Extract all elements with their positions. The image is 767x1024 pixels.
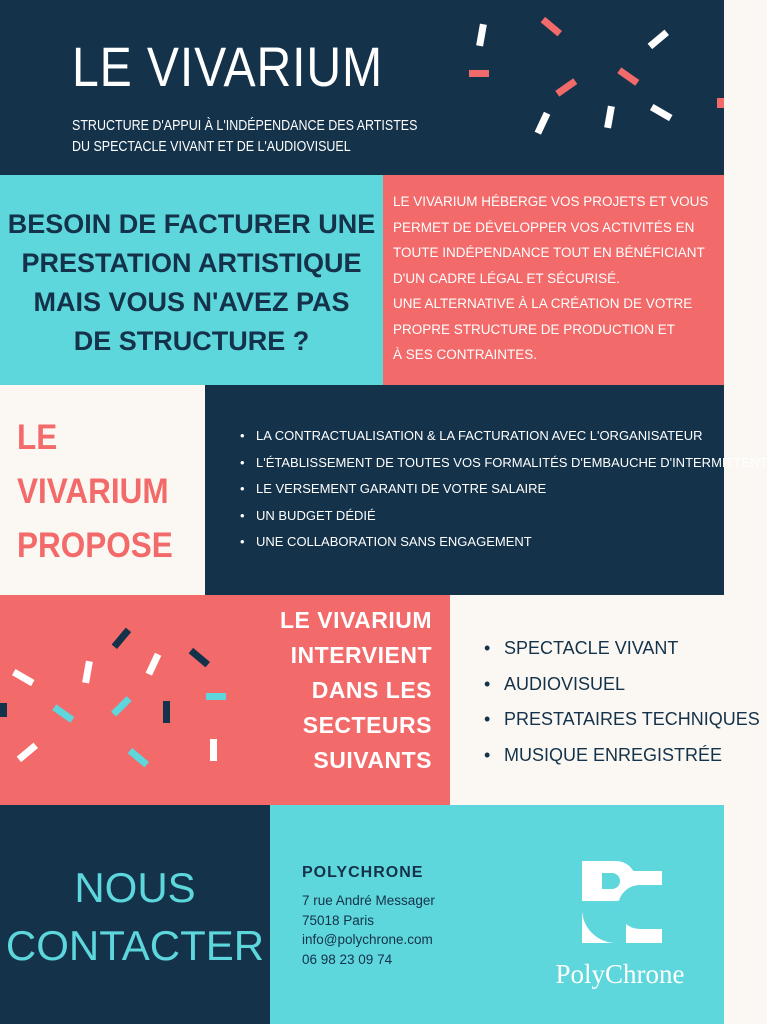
sectors-heading	[242, 603, 432, 778]
question-line: DE STRUCTURE ?	[73, 326, 310, 356]
service-item: • LA CONTRACTUALISATION & LA FACTURATION AVEC L'ORGANISATEUR	[240, 423, 767, 450]
question-line: PRESTATION ARTISTIQUE	[21, 248, 362, 278]
city-address: 75018 Paris	[302, 912, 375, 928]
question-line: MAIS VOUS N'AVEZ PAS	[33, 287, 350, 317]
sectors-heading-block	[0, 595, 450, 805]
intro-line: UNE ALTERNATIVE À LA CRÉATION DE VOTRE	[393, 296, 693, 311]
header-subtitle-line: DU SPECTACLE VIVANT ET DE L'AUDIOVISUEL	[72, 139, 351, 155]
street-address: 7 rue André Messager	[302, 893, 435, 908]
sectors-heading-line: INTERVIENT	[290, 642, 432, 668]
sectors-list	[484, 631, 760, 773]
header-block	[0, 0, 724, 175]
sectors-heading-line: SUIVANTS	[313, 747, 432, 773]
intro-line: À SES CONTRAINTES.	[393, 347, 538, 362]
intro-line: D'UN CADRE LÉGAL ET SÉCURISÉ.	[393, 270, 620, 286]
phone-number[interactable]: 06 98 23 09 74	[302, 951, 393, 967]
question-heading	[0, 205, 383, 361]
address-block	[270, 805, 724, 1024]
polychrone-logo-icon	[582, 861, 662, 943]
propose-line: LE	[17, 418, 58, 457]
intro-paragraph	[393, 189, 711, 368]
propose-line: VIVARIUM	[17, 472, 169, 511]
sectors-heading-line: SECTEURS	[302, 712, 432, 738]
service-item: • UN BUDGET DÉDIÉ	[240, 503, 767, 530]
sectors-heading-line: LE VIVARIUM	[279, 607, 432, 633]
question-line: BESOIN DE FACTURER UNE	[7, 209, 376, 239]
question-block	[0, 175, 383, 385]
service-item: • UNE COLLABORATION SANS ENGAGEMENT	[240, 529, 767, 556]
service-item: • LE VERSEMENT GARANTI DE VOTRE SALAIRE	[240, 476, 767, 503]
sector-item: • AUDIOVISUEL	[484, 667, 760, 703]
logo-wordmark: PolyChrone	[555, 959, 685, 989]
propose-line: PROPOSE	[17, 526, 173, 565]
confetti-decoration	[0, 615, 250, 805]
header-subtitle	[72, 116, 417, 158]
services-block	[205, 385, 767, 595]
contact-heading-line: CONTACTER	[5, 922, 265, 969]
sector-item: • MUSIQUE ENREGISTRÉE	[484, 738, 760, 774]
intro-block	[383, 175, 724, 385]
services-list	[240, 423, 767, 556]
intro-line: TOUTE INDÉPENDANCE TOUT EN BÉNÉFICIANT	[393, 245, 705, 260]
contact-heading	[0, 859, 270, 975]
header-subtitle-line: STRUCTURE D'APPUI À L'INDÉPENDANCE DES ARTISTES	[72, 118, 418, 134]
sectors-heading-line: DANS LES	[311, 677, 432, 703]
address-lines	[302, 891, 435, 969]
page-title: LE VIVARIUM	[72, 35, 383, 98]
intro-line: LE VIVARIUM HÉBERGE VOS PROJETS ET VOUS	[393, 194, 709, 209]
propose-block	[0, 385, 205, 595]
company-name: POLYCHRONE	[302, 864, 424, 881]
service-item: • L'ÉTABLISSEMENT DE TOUTES VOS FORMALITÉS D'EMBAUCHE D'INTERMITTENT	[240, 450, 767, 477]
propose-heading	[17, 411, 173, 573]
confetti-decoration	[455, 10, 724, 145]
contact-heading-line: NOUS	[74, 864, 196, 911]
intro-line: PROPRE STRUCTURE DE PRODUCTION ET	[393, 321, 676, 337]
sector-item: • SPECTACLE VIVANT	[484, 631, 760, 667]
intro-line: PERMET DE DÉVELOPPER VOS ACTIVITÉS EN	[393, 219, 695, 235]
sector-item: • PRESTATAIRES TECHNIQUES	[484, 702, 760, 738]
email-link[interactable]: info@polychrone.com	[302, 932, 433, 947]
sectors-list-block	[450, 595, 760, 805]
contact-heading-block	[0, 805, 270, 1024]
